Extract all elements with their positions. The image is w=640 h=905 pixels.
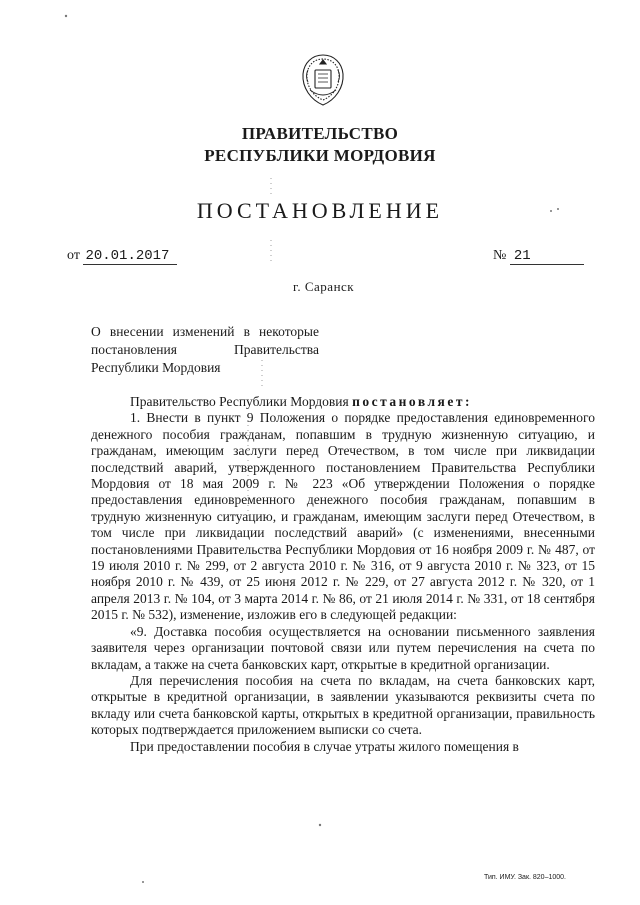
document-type-title: ПОСТАНОВЛЕНИЕ [196, 198, 444, 223]
document-date: 20.01.2017 [83, 248, 177, 265]
subject-line2: постановления Правительства [91, 342, 319, 357]
document-subject [91, 323, 319, 377]
subject-line1: О внесении изменений в некоторые [91, 324, 319, 339]
document-date-row [67, 248, 177, 265]
paragraph-4: При предоставлении пособия в случае утраты жилого помещения в [130, 738, 519, 754]
paragraph-3: Для перечисления пособия на счета по вкладам, на счета банковских карт, открытые в кредитной организации, в заявлении указываются реквизиты счета по вкладу или счета банковской карты, открытых в кредитной организации, правильность которых подтверждается приложением выписки со счета. [91, 672, 595, 738]
document-number-row [493, 248, 584, 265]
number-prefix: № [493, 248, 507, 263]
document-city: г. Саранск [293, 279, 355, 294]
resolution-lead [91, 394, 595, 410]
organization-name-line2: РЕСПУБЛИКИ МОРДОВИЯ [204, 146, 436, 165]
coat-of-arms-icon [298, 52, 348, 108]
document-number: 21 [510, 248, 584, 265]
print-info: Тип. ИМУ. Зак. 820–1000. [484, 874, 566, 881]
paragraph-2: «9. Доставка пособия осуществляется на основании письменного заявления заявителя через организации почтовой связи или путем перечисления на счета по вкладам, а также на счета банковских карт, открытые в кредитной организации. [91, 623, 595, 672]
organization-name-line1: ПРАВИТЕЛЬСТВО [241, 124, 399, 143]
lead-text: Правительство Республики Мордовия [130, 394, 353, 409]
date-prefix: от [67, 248, 80, 263]
paragraph-1: 1. Внести в пункт 9 Положения о порядке предоставления единовременного денежного пособия гражданам, попавшим в трудную жизненную ситуацию, и гражданам, имеющим заслуги перед Отечеством, в том числе при ликвидации последствий аварий, утвержденного постановлением Правительства Республики Мордовия от 18 мая 2009 г. № 223 «Об утверждении Положения о порядке предоставления единовременного денежного пособия гражданам, попавшим в трудную жизненную ситуацию, и гражданам, имеющим заслуги перед Отечеством, в том числе при ликвидации последствий аварий» (с изменениями, внесенными постановлениями Правительства Республики Мордовия от 16 ноября 2009 г. № 487, от 19 июля 2010 г. № 299, от 2 августа 2010 г. № 316, от 9 августа 2010 г. № 323, от 15 ноября 2010 г. № 439, от 25 июня 2012 г. № 229, от 27 августа 2012 г. № 320, от 1 апреля 2013 г. № 104, от 3 марта 2014 г. № 86, от 21 июля 2014 г. № 331, от 18 сентября 2015 г. № 532), изменение, изложив его в следующей редакции: [91, 410, 595, 623]
document-body [91, 394, 595, 755]
lead-emphasis: постановляет: [352, 394, 472, 409]
subject-line3: Республики Мордовия [91, 360, 221, 375]
